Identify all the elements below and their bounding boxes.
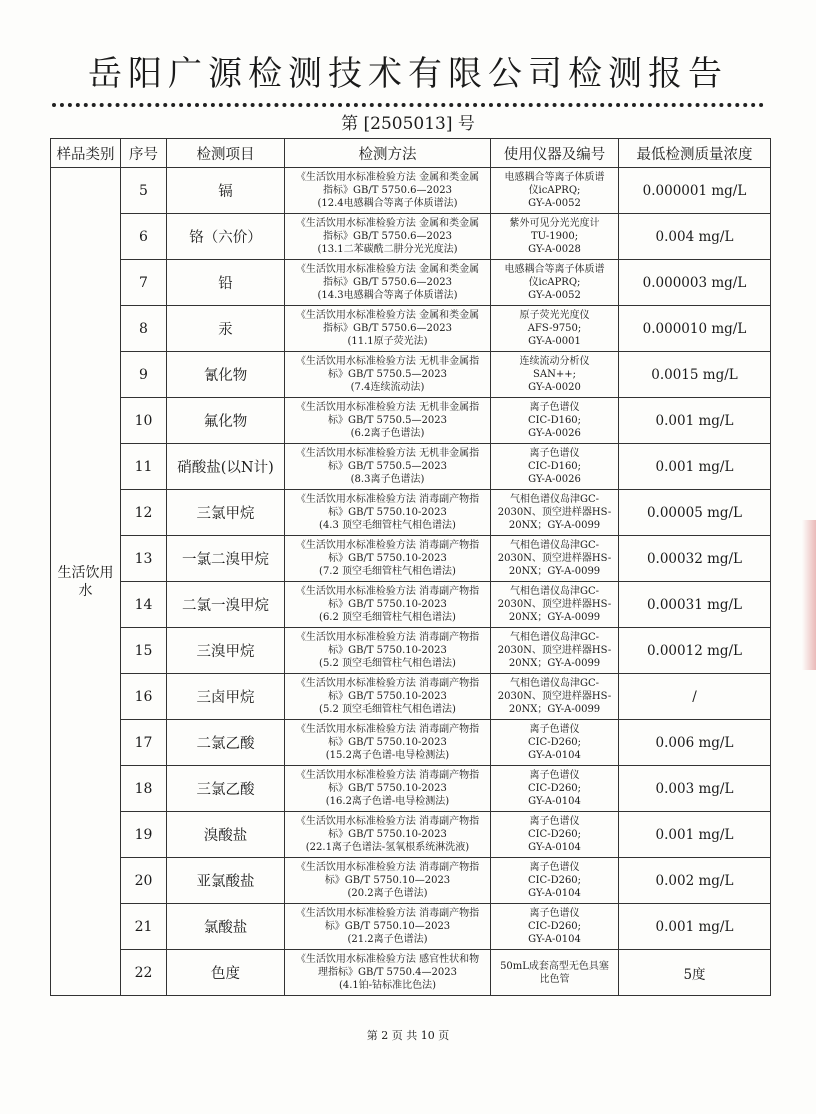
method-line: 《生活饮用水标准检验方法 消毒副产物指: [295, 494, 480, 505]
method-line: (7.4连续流动法): [350, 382, 425, 393]
serial-no-cell: 10: [121, 398, 167, 444]
detection-limit-cell: 0.00032 mg/L: [619, 536, 771, 582]
detection-limit-cell: 0.00005 mg/L: [619, 490, 771, 536]
test-item-cell: 铬（六价）: [167, 214, 285, 260]
serial-no-cell: 15: [121, 628, 167, 674]
detection-limit-cell: 0.000010 mg/L: [619, 306, 771, 352]
method-line: 《生活饮用水标准检验方法 消毒副产物指: [295, 816, 480, 827]
table-row: [51, 168, 771, 214]
table-row: [51, 398, 771, 444]
table-row: [51, 674, 771, 720]
serial-no-cell: 12: [121, 490, 167, 536]
instrument-cell: [491, 352, 619, 398]
test-method-cell: [285, 352, 491, 398]
instrument-line: 离子色谱仪: [529, 908, 580, 919]
method-line: 《生活饮用水标准检验方法 消毒副产物指: [295, 908, 480, 919]
instrument-cell: [491, 858, 619, 904]
table-row: [51, 858, 771, 904]
report-title: 岳阳广源检测技术有限公司检测报告: [88, 54, 728, 94]
method-line: 标》GB/T 5750.10-2023: [328, 507, 447, 518]
detection-limit-cell: 0.000001 mg/L: [619, 168, 771, 214]
instrument-cell: [491, 444, 619, 490]
instrument-line: GY-A-0052: [528, 290, 581, 301]
serial-no-cell: 17: [121, 720, 167, 766]
seal-stamp-edge: [802, 520, 816, 670]
instrument-cell: [491, 904, 619, 950]
serial-no-cell: 18: [121, 766, 167, 812]
instrument-line: 原子荧光光度仪: [519, 310, 590, 321]
table-row: [51, 306, 771, 352]
table-row: [51, 904, 771, 950]
col-header-sample-category: 样品类别: [51, 139, 121, 168]
instrument-line: 电感耦合等离子体质谱: [504, 264, 605, 275]
test-method-cell: [285, 812, 491, 858]
method-line: (21.2离子色谱法): [347, 934, 428, 945]
table-row: [51, 766, 771, 812]
test-method-cell: [285, 582, 491, 628]
instrument-line: 气相色谱仪岛津GC-: [509, 494, 600, 505]
method-line: 标》GB/T 5750.5—2023: [328, 461, 447, 472]
detection-limit-cell: 0.00031 mg/L: [619, 582, 771, 628]
method-line: (16.2离子色谱-电导检测法): [325, 796, 450, 807]
table-header-row: [51, 139, 771, 168]
method-line: 标》GB/T 5750.10-2023: [328, 599, 447, 610]
table-row: [51, 490, 771, 536]
instrument-line: 20NX；GY-A-0099: [508, 704, 601, 715]
instrument-line: CIC-D160;: [527, 415, 582, 426]
method-line: 指标》GB/T 5750.6—2023: [323, 323, 452, 334]
instrument-line: GY-A-0026: [528, 474, 581, 485]
instrument-line: 50mL成套高型无色具塞: [500, 960, 609, 972]
method-line: 《生活饮用水标准检验方法 金属和类金属: [295, 218, 480, 229]
instrument-line: 20NX；GY-A-0099: [508, 520, 601, 531]
method-line: 《生活饮用水标准检验方法 消毒副产物指: [295, 540, 480, 551]
detection-limit-cell: 0.001 mg/L: [619, 904, 771, 950]
instrument-line: GY-A-0020: [528, 382, 581, 393]
instrument-line: 连续流动分析仪: [519, 356, 590, 367]
test-items-table: [50, 138, 771, 996]
instrument-line: 20NX；GY-A-0099: [508, 658, 601, 669]
instrument-cell: [491, 536, 619, 582]
method-line: 理指标》GB/T 5750.4—2023: [318, 967, 457, 978]
method-line: (7.2 顶空毛细管柱气相色谱法): [319, 566, 456, 577]
test-method-cell: [285, 674, 491, 720]
instrument-line: GY-A-0028: [528, 244, 581, 255]
instrument-line: 离子色谱仪: [529, 448, 580, 459]
instrument-line: CIC-D260;: [527, 783, 582, 794]
serial-no-cell: 20: [121, 858, 167, 904]
col-header-test-item: 检测项目: [167, 139, 285, 168]
method-line: 标》GB/T 5750.10-2023: [328, 737, 447, 748]
instrument-cell: [491, 490, 619, 536]
detection-limit-cell: 5度: [619, 950, 771, 996]
instrument-line: 气相色谱仪岛津GC-: [509, 586, 600, 597]
table-row: [51, 582, 771, 628]
sample-category-cell: 生活饮用水: [51, 168, 121, 996]
method-line: 标》GB/T 5750.10—2023: [324, 875, 451, 886]
instrument-line: GY-A-0104: [528, 796, 581, 807]
test-method-cell: [285, 904, 491, 950]
instrument-cell: [491, 720, 619, 766]
detection-limit-cell: /: [619, 674, 771, 720]
instrument-line: 2030N、顶空进样器HS-: [497, 645, 612, 656]
method-line: 《生活饮用水标准检验方法 消毒副产物指: [295, 678, 480, 689]
method-line: 《生活饮用水标准检验方法 无机非金属指: [295, 356, 480, 367]
col-header-test-method: 检测方法: [285, 139, 491, 168]
method-line: 标》GB/T 5750.10-2023: [328, 645, 447, 656]
instrument-line: GY-A-0104: [528, 888, 581, 899]
test-item-cell: 三氯甲烷: [167, 490, 285, 536]
test-method-cell: [285, 628, 491, 674]
instrument-line: AFS-9750;: [527, 323, 582, 334]
method-line: (11.1原子荧光法): [347, 336, 428, 347]
method-line: 指标》GB/T 5750.6—2023: [323, 231, 452, 242]
instrument-line: 离子色谱仪: [529, 862, 580, 873]
method-line: 标》GB/T 5750.5—2023: [328, 369, 447, 380]
instrument-line: 比色管: [539, 973, 570, 985]
detection-limit-cell: 0.001 mg/L: [619, 444, 771, 490]
instrument-cell: [491, 168, 619, 214]
table-row: [51, 720, 771, 766]
test-method-cell: [285, 536, 491, 582]
test-method-cell: [285, 766, 491, 812]
title-divider: [52, 103, 764, 107]
instrument-line: SAN++;: [533, 369, 576, 380]
method-line: 指标》GB/T 5750.6—2023: [323, 277, 452, 288]
serial-no-cell: 14: [121, 582, 167, 628]
instrument-line: GY-A-0001: [528, 336, 581, 347]
instrument-line: CIC-D160;: [527, 461, 582, 472]
method-line: (22.1离子色谱法-氢氧根系统淋洗液): [305, 842, 470, 853]
test-method-cell: [285, 950, 491, 996]
method-line: (4.3 顶空毛细管柱气相色谱法): [319, 520, 456, 531]
test-item-cell: 一氯二溴甲烷: [167, 536, 285, 582]
serial-no-cell: 13: [121, 536, 167, 582]
instrument-line: CIC-D260;: [527, 737, 582, 748]
method-line: (5.2 顶空毛细管柱气相色谱法): [319, 658, 456, 669]
instrument-cell: [491, 260, 619, 306]
instrument-line: GY-A-0026: [528, 428, 581, 439]
col-header-serial-no: 序号: [121, 139, 167, 168]
detection-limit-cell: 0.004 mg/L: [619, 214, 771, 260]
table-row: [51, 536, 771, 582]
serial-no-cell: 19: [121, 812, 167, 858]
serial-no-cell: 6: [121, 214, 167, 260]
test-method-cell: [285, 720, 491, 766]
instrument-line: GY-A-0052: [528, 198, 581, 209]
instrument-cell: [491, 306, 619, 352]
test-item-cell: 氟化物: [167, 398, 285, 444]
test-item-cell: 铅: [167, 260, 285, 306]
detection-limit-cell: 0.006 mg/L: [619, 720, 771, 766]
instrument-line: 仪icAPRQ;: [528, 185, 581, 196]
page-number: 第 2 页 共 10 页: [366, 1029, 450, 1042]
test-item-cell: 二氯一溴甲烷: [167, 582, 285, 628]
instrument-line: GY-A-0104: [528, 842, 581, 853]
table-row: [51, 214, 771, 260]
serial-no-cell: 16: [121, 674, 167, 720]
method-line: 标》GB/T 5750.10-2023: [328, 783, 447, 794]
instrument-cell: [491, 812, 619, 858]
instrument-line: 紫外可见分光光度计: [509, 218, 600, 229]
method-line: 《生活饮用水标准检验方法 消毒副产物指: [295, 770, 480, 781]
test-method-cell: [285, 306, 491, 352]
instrument-line: 气相色谱仪岛津GC-: [509, 632, 600, 643]
method-line: 《生活饮用水标准检验方法 无机非金属指: [295, 448, 480, 459]
instrument-line: 离子色谱仪: [529, 402, 580, 413]
method-line: 指标》GB/T 5750.6—2023: [323, 185, 452, 196]
instrument-line: 2030N、顶空进样器HS-: [497, 599, 612, 610]
method-line: 标》GB/T 5750.5—2023: [328, 415, 447, 426]
instrument-cell: [491, 674, 619, 720]
method-line: 《生活饮用水标准检验方法 消毒副产物指: [295, 724, 480, 735]
method-line: 标》GB/T 5750.10-2023: [328, 691, 447, 702]
instrument-cell: [491, 398, 619, 444]
instrument-line: 气相色谱仪岛津GC-: [509, 678, 600, 689]
method-line: 《生活饮用水标准检验方法 金属和类金属: [295, 172, 480, 183]
instrument-cell: [491, 766, 619, 812]
serial-no-cell: 5: [121, 168, 167, 214]
test-item-cell: 色度: [167, 950, 285, 996]
method-line: (6.2 顶空毛细管柱气相色谱法): [319, 612, 456, 623]
table-row: [51, 260, 771, 306]
method-line: (13.1二苯碳酰二肼分光光度法): [317, 244, 458, 255]
method-line: 《生活饮用水标准检验方法 消毒副产物指: [295, 632, 480, 643]
test-method-cell: [285, 444, 491, 490]
instrument-cell: [491, 628, 619, 674]
method-line: 标》GB/T 5750.10-2023: [328, 553, 447, 564]
table-row: [51, 950, 771, 996]
method-line: (15.2离子色谱-电导检测法): [325, 750, 450, 761]
col-header-instrument: 使用仪器及编号: [491, 139, 619, 168]
table-row: [51, 812, 771, 858]
detection-limit-cell: 0.000003 mg/L: [619, 260, 771, 306]
instrument-line: 气相色谱仪岛津GC-: [509, 540, 600, 551]
instrument-line: 2030N、顶空进样器HS-: [497, 553, 612, 564]
instrument-line: 离子色谱仪: [529, 816, 580, 827]
instrument-cell: [491, 950, 619, 996]
detection-limit-cell: 0.00012 mg/L: [619, 628, 771, 674]
test-item-cell: 三氯乙酸: [167, 766, 285, 812]
test-method-cell: [285, 398, 491, 444]
test-method-cell: [285, 490, 491, 536]
method-line: 标》GB/T 5750.10-2023: [328, 829, 447, 840]
method-line: 《生活饮用水标准检验方法 消毒副产物指: [295, 862, 480, 873]
detection-limit-cell: 0.002 mg/L: [619, 858, 771, 904]
instrument-line: 20NX；GY-A-0099: [508, 612, 601, 623]
instrument-line: 20NX；GY-A-0099: [508, 566, 601, 577]
method-line: (20.2离子色谱法): [347, 888, 428, 899]
test-item-cell: 氯酸盐: [167, 904, 285, 950]
test-item-cell: 溴酸盐: [167, 812, 285, 858]
instrument-line: 2030N、顶空进样器HS-: [497, 691, 612, 702]
table-row: [51, 444, 771, 490]
instrument-cell: [491, 214, 619, 260]
instrument-cell: [491, 582, 619, 628]
method-line: (12.4电感耦合等离子体质谱法): [317, 198, 458, 209]
instrument-line: 仪icAPRQ;: [528, 277, 581, 288]
serial-no-cell: 21: [121, 904, 167, 950]
test-item-cell: 三溴甲烷: [167, 628, 285, 674]
test-item-cell: 硝酸盐(以N计): [167, 444, 285, 490]
method-line: (8.3离子色谱法): [350, 474, 425, 485]
instrument-line: CIC-D260;: [527, 829, 582, 840]
table-row: [51, 352, 771, 398]
col-header-detection-limit: 最低检测质量浓度: [619, 139, 771, 168]
detection-limit-cell: 0.0015 mg/L: [619, 352, 771, 398]
method-line: (5.2 顶空毛细管柱气相色谱法): [319, 704, 456, 715]
test-item-cell: 汞: [167, 306, 285, 352]
serial-no-cell: 9: [121, 352, 167, 398]
instrument-line: 离子色谱仪: [529, 724, 580, 735]
test-method-cell: [285, 260, 491, 306]
serial-no-cell: 22: [121, 950, 167, 996]
detection-limit-cell: 0.003 mg/L: [619, 766, 771, 812]
instrument-line: TU-1900;: [530, 231, 579, 242]
test-method-cell: [285, 858, 491, 904]
method-line: 《生活饮用水标准检验方法 无机非金属指: [295, 402, 480, 413]
method-line: 《生活饮用水标准检验方法 消毒副产物指: [295, 586, 480, 597]
method-line: 《生活饮用水标准检验方法 感官性状和物: [295, 954, 480, 965]
instrument-line: GY-A-0104: [528, 934, 581, 945]
test-item-cell: 亚氯酸盐: [167, 858, 285, 904]
table-row: [51, 628, 771, 674]
test-method-cell: [285, 214, 491, 260]
instrument-line: GY-A-0104: [528, 750, 581, 761]
instrument-line: CIC-D260;: [527, 921, 582, 932]
method-line: 《生活饮用水标准检验方法 金属和类金属: [295, 310, 480, 321]
detection-limit-cell: 0.001 mg/L: [619, 398, 771, 444]
instrument-line: CIC-D260;: [527, 875, 582, 886]
method-line: (6.2离子色谱法): [350, 428, 425, 439]
test-item-cell: 二氯乙酸: [167, 720, 285, 766]
method-line: (4.1铂-钴标准比色法): [338, 980, 437, 991]
method-line: 《生活饮用水标准检验方法 金属和类金属: [295, 264, 480, 275]
test-method-cell: [285, 168, 491, 214]
test-item-cell: 三卤甲烷: [167, 674, 285, 720]
instrument-line: 离子色谱仪: [529, 770, 580, 781]
serial-no-cell: 8: [121, 306, 167, 352]
detection-limit-cell: 0.001 mg/L: [619, 812, 771, 858]
instrument-line: 电感耦合等离子体质谱: [504, 172, 605, 183]
test-item-cell: 氰化物: [167, 352, 285, 398]
serial-no-cell: 11: [121, 444, 167, 490]
instrument-line: 2030N、顶空进样器HS-: [497, 507, 612, 518]
method-line: 标》GB/T 5750.10—2023: [324, 921, 451, 932]
report-number: 第 [2505013] 号: [341, 114, 475, 134]
method-line: (14.3电感耦合等离子体质谱法): [317, 290, 458, 301]
serial-no-cell: 7: [121, 260, 167, 306]
test-item-cell: 镉: [167, 168, 285, 214]
